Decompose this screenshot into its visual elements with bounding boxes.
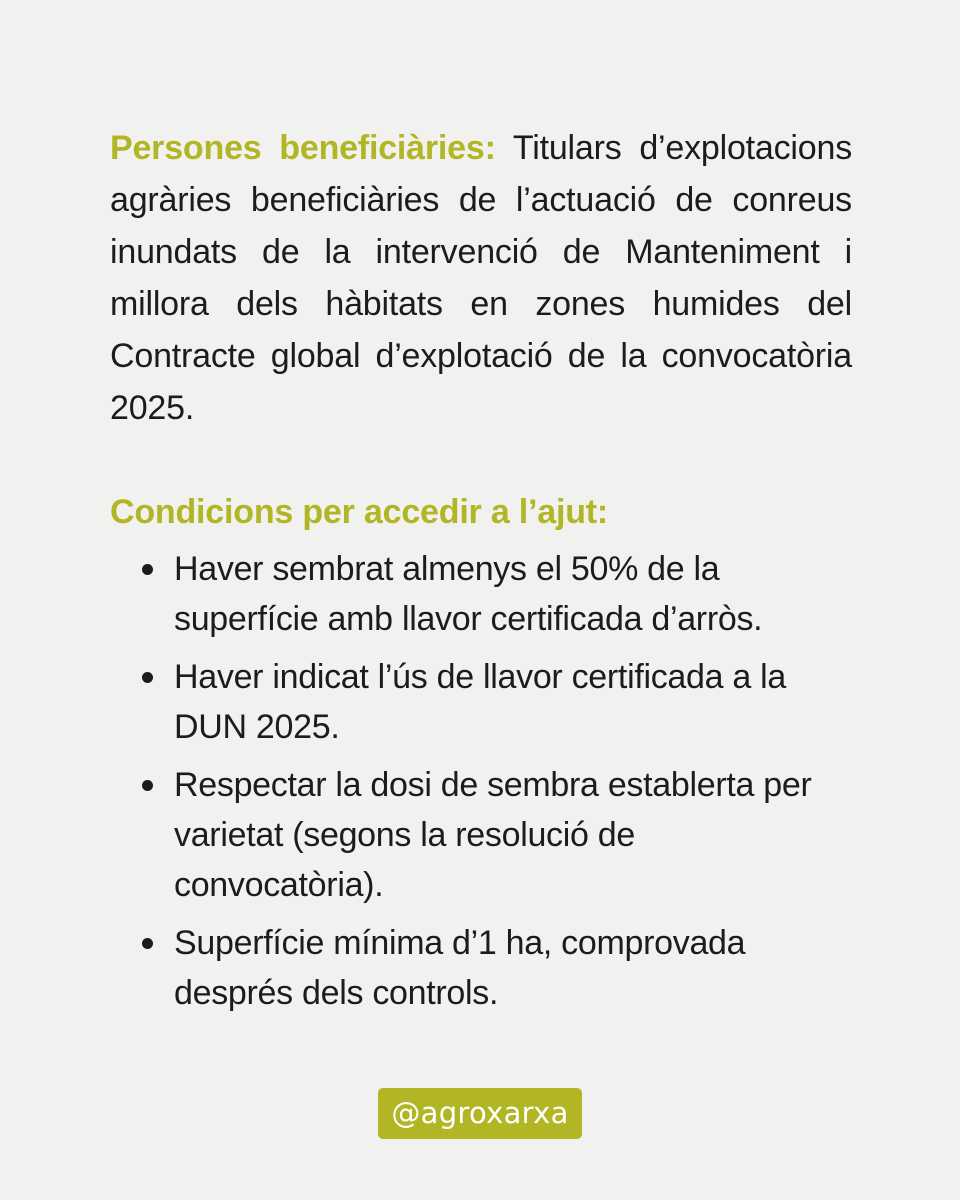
conditions-heading: Condicions per accedir a l’ajut:: [110, 493, 609, 531]
beneficiaries-text: Titulars d’explotacions agràries beneficiàries de l’actuació de conreus inundats de la intervenció de Manteniment i millora dels hàbitats en zones humides del Contracte global d’explotació de la convocatòria 2025.: [110, 129, 853, 427]
bullet-icon: [142, 564, 153, 575]
bullet-icon: [142, 672, 153, 683]
bullet-icon: [142, 938, 153, 949]
condition-text: Haver sembrat almenys el 50% de la superfície amb llavor certificada d’arròs.: [174, 550, 763, 638]
social-handle-badge[interactable]: @agroxarxa: [378, 1088, 582, 1139]
condition-item: [110, 760, 852, 910]
condition-text: Respectar la dosi de sembra establerta per varietat (segons la resolució de convocatòria).: [174, 766, 812, 904]
condition-text: Haver indicat l’ús de llavor certificada a la DUN 2025.: [174, 658, 787, 746]
condition-item: [110, 918, 852, 1018]
condition-item: [110, 544, 852, 644]
beneficiaries-label: Persones beneficiàries:: [110, 129, 496, 167]
conditions-list: [110, 544, 852, 1018]
condition-text: Superfície mínima d’1 ha, comprovada després dels controls.: [174, 924, 746, 1012]
condition-item: [110, 652, 852, 752]
bullet-icon: [142, 780, 153, 791]
content-block: [110, 122, 852, 1026]
beneficiaries-paragraph: [110, 122, 852, 434]
